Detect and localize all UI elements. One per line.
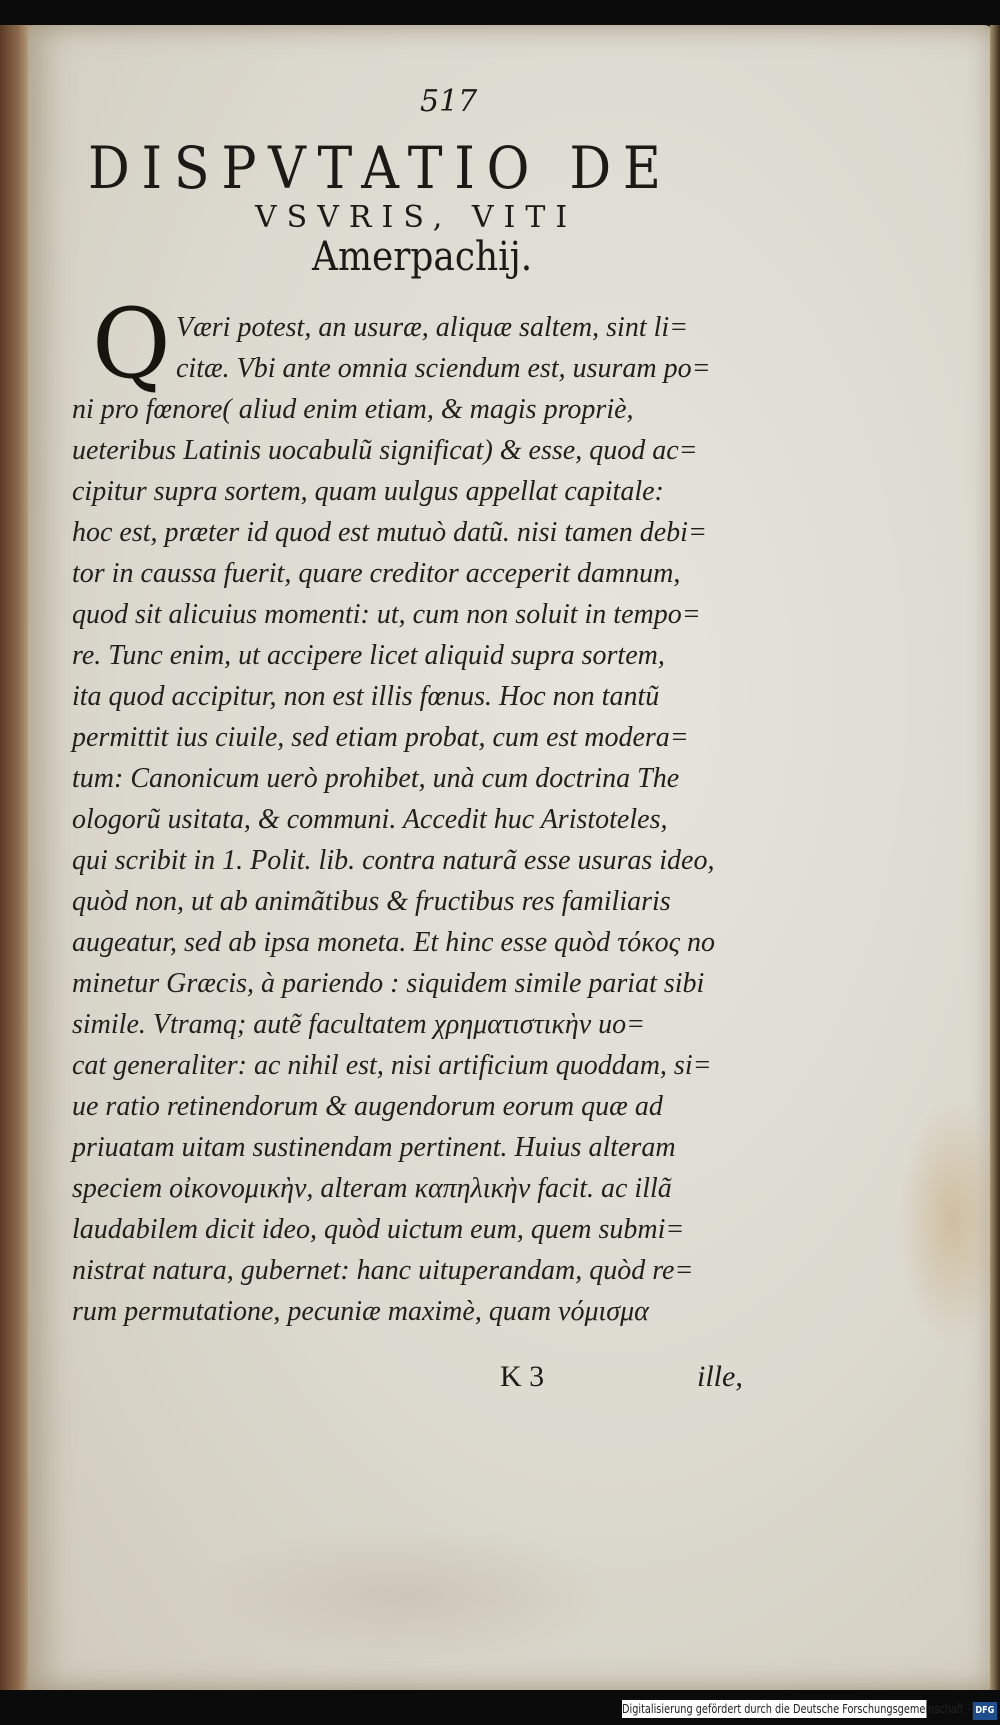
body-line: rum permutatione, pecuniæ maximè, quam νόμισμα — [72, 1296, 649, 1327]
title-line-2: VSVRIS, VITI — [255, 200, 578, 235]
body-line: tum: Canonicum uerò prohibet, unà cum doctrina The — [72, 763, 680, 794]
body-line: cipitur supra sortem, quam uulgus appellat capitale: — [72, 476, 664, 507]
body-line: tor in caussa fuerit, quare creditor acceperit damnum, — [72, 558, 681, 589]
dfg-logo: DFG — [973, 1702, 997, 1720]
body-line: Væri potest, an usuræ, aliquæ saltem, sint li= — [176, 312, 689, 343]
body-line: citæ. Vbi ante omnia sciendum est, usuram po= — [176, 353, 711, 384]
body-line: priuatam uitam sustinendam pertinent. Huius alteram — [72, 1132, 676, 1163]
body-line: ologorũ usitata, & communi. Accedit huc Aristoteles, — [72, 804, 668, 835]
page-right-edge — [990, 25, 1000, 1690]
body-line: ue ratio retinendorum & augendorum eorum quæ ad — [72, 1091, 663, 1122]
body-line: quòd non, ut ab animãtibus & fructibus res familiaris — [72, 886, 671, 917]
paper-discoloration — [198, 1525, 618, 1665]
body-line: quod sit alicuius momenti: ut, cum non soluit in tempo= — [72, 599, 701, 630]
body-line: cat generaliter: ac nihil est, nisi artificium quoddam, si= — [72, 1050, 712, 1081]
body-line: ueteribus Latinis uocabulũ significat) & esse, quod ac= — [72, 435, 698, 466]
body-line: minetur Græcis, à pariendo : siquidem simile pariat sibi — [72, 968, 705, 999]
signature-mark: K 3 — [500, 1360, 545, 1393]
body-line: permittit ius ciuile, sed etiam probat, cum est modera= — [72, 722, 689, 753]
digitization-credit — [622, 1700, 995, 1718]
body-line: hoc est, præter id quod est mutuò datũ. nisi tamen debi= — [72, 517, 707, 548]
body-line: augeatur, sed ab ipsa moneta. Et hinc esse quòd τόκος no — [72, 927, 715, 958]
body-line: simile. Vtramq; autẽ facultatem χρηματιστικὴν uo= — [72, 1009, 646, 1040]
body-line: qui scribit in 1. Polit. lib. contra naturã esse usuras ideo, — [72, 845, 715, 876]
body-line: speciem οἰκονομικὴν, alteram καπηλικὴν facit. ac illã — [72, 1173, 672, 1204]
catchword: ille, — [697, 1360, 743, 1393]
water-stain — [898, 1095, 1000, 1345]
body-line: laudabilem dicit ideo, quòd uictum eum, quem submi= — [72, 1214, 685, 1245]
body-line: ita quod accipitur, non est illis fœnus. Hoc non tantũ — [72, 681, 660, 712]
credit-text: Digitalisierung gefördert durch die Deutsche Forschungsgemeinschaft - — [622, 1702, 971, 1716]
page-number: 517 — [420, 84, 478, 119]
body-line: nistrat natura, gubernet: hanc uituperandam, quòd re= — [72, 1255, 694, 1286]
book-binding-edge — [0, 25, 30, 1690]
title-line-3: Amerpachij. — [312, 234, 533, 280]
title-line-1: DISPVTATIO DE — [88, 134, 673, 202]
drop-capital: Q — [92, 288, 171, 400]
body-line: re. Tunc enim, ut accipere licet aliquid supra sortem, — [72, 640, 665, 671]
body-line: ni pro fœnore( aliud enim etiam, & magis propriè, — [72, 394, 634, 425]
